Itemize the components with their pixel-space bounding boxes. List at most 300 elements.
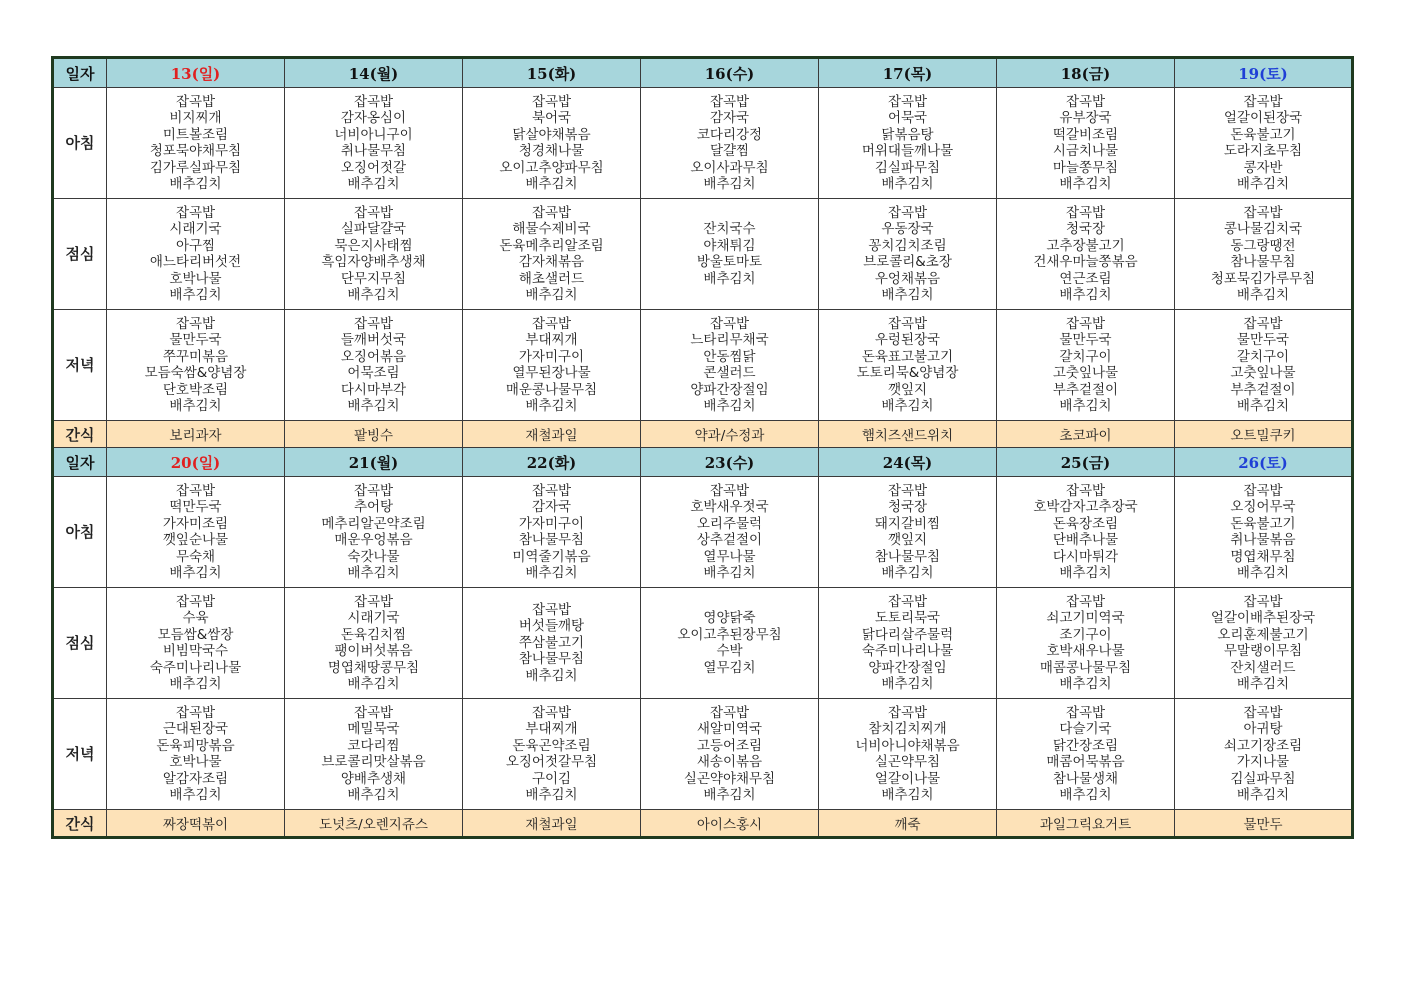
snack-cell: 약과/수정과 <box>641 421 819 448</box>
dish-item: 부추겉절이 <box>1052 381 1119 398</box>
dish-item: 배추김치 <box>703 565 756 581</box>
dish-item: 잡곡밥 <box>175 593 216 610</box>
dish-item: 단배추나물 <box>1052 532 1119 548</box>
dish-item: 우동장국 <box>881 221 934 237</box>
meal-table-body <box>53 58 1353 838</box>
date-label: 일자 <box>53 58 107 88</box>
dish-item: 배추김치 <box>1236 787 1290 803</box>
dish-item: 콘샐러드 <box>703 365 756 381</box>
snack-cell: 과일그릭요거트 <box>997 810 1175 838</box>
snack-cell: 재철과일 <box>463 421 641 448</box>
lunch-menu-cell <box>1175 199 1353 310</box>
lunch-menu-cell <box>285 199 463 310</box>
date-label: 일자 <box>53 448 107 477</box>
dinner-label: 저녁 <box>53 699 107 810</box>
dish-item: 잡곡밥 <box>709 93 750 110</box>
dish-item: 청포묵김가루무침 <box>1210 270 1316 287</box>
dish-item: 매운우엉볶음 <box>334 532 413 548</box>
dish-item: 배추김치 <box>1059 787 1112 803</box>
dish-item: 돈육김치찜 <box>340 626 407 643</box>
lunch-menu-cell <box>819 199 997 310</box>
dish-item: 잡곡밥 <box>887 315 928 332</box>
dish-item: 부추겉절이 <box>1230 381 1296 398</box>
dish-item: 수육 <box>182 610 209 626</box>
dish-item: 배추김치 <box>347 287 400 303</box>
dish-item: 연근조림 <box>1059 270 1112 287</box>
dish-item: 배추김치 <box>881 176 934 192</box>
dish-item: 느타리무채국 <box>690 332 769 348</box>
dish-item: 열무김치 <box>703 659 756 676</box>
breakfast-row <box>53 88 1353 199</box>
breakfast-menu-cell <box>819 88 997 199</box>
dish-item: 잡곡밥 <box>353 482 394 499</box>
dish-item: 닭간장조림 <box>1052 737 1119 754</box>
dish-item: 감자채볶음 <box>518 254 585 270</box>
date-header-row <box>53 58 1353 88</box>
dish-item: 구이김 <box>531 770 572 787</box>
breakfast-menu-cell <box>641 477 819 588</box>
dish-item: 꽁치김치조림 <box>868 237 947 254</box>
day-header: 26(토) <box>1175 448 1353 477</box>
snack-cell: 초코파이 <box>997 421 1175 448</box>
dish-item: 호박감자고추장국 <box>1033 499 1138 515</box>
day-header: 18(금) <box>997 58 1175 88</box>
dish-item: 잡곡밥 <box>175 93 216 110</box>
dish-item: 해물수제비국 <box>512 221 591 237</box>
dish-item: 우렁된장국 <box>874 332 941 348</box>
dish-item: 잡곡밥 <box>353 93 394 110</box>
dish-item: 부대찌개 <box>525 332 578 348</box>
dish-item: 모듬숙쌈&양념장 <box>144 365 247 381</box>
snack-row <box>53 421 1353 448</box>
dish-item: 호박나물 <box>169 754 222 770</box>
dish-item: 잡곡밥 <box>887 93 928 110</box>
dish-item: 열무된장나물 <box>512 365 591 381</box>
breakfast-menu-cell <box>819 477 997 588</box>
dish-item: 다슬기국 <box>1059 721 1112 737</box>
day-header: 21(월) <box>285 448 463 477</box>
snack-cell: 팥빙수 <box>285 421 463 448</box>
dish-item: 물만두국 <box>1059 332 1112 348</box>
dish-item: 떡만두국 <box>169 499 222 515</box>
dish-item: 잡곡밥 <box>1243 704 1283 721</box>
snack-cell: 아이스홍시 <box>641 810 819 838</box>
dish-item: 다시마튀각 <box>1052 548 1119 565</box>
day-header: 15(화) <box>463 58 641 88</box>
dish-item: 브로콜리맛살볶음 <box>321 754 426 770</box>
dish-item: 새송이볶음 <box>696 754 763 770</box>
dish-item: 돈육불고기 <box>1230 515 1296 532</box>
dinner-menu-cell <box>463 310 641 421</box>
lunch-menu-cell <box>997 588 1175 699</box>
dish-item: 숙갓나물 <box>347 548 400 565</box>
dish-item: 북어국 <box>531 110 572 126</box>
dish-item: 배추김치 <box>881 287 934 303</box>
lunch-label: 점심 <box>53 199 107 310</box>
dish-item: 가지나물 <box>1236 754 1290 770</box>
dish-item: 배추김치 <box>1236 287 1290 303</box>
dish-item: 고춧잎나물 <box>1052 365 1119 381</box>
dish-item: 부대찌개 <box>525 721 578 737</box>
dish-item: 청국장 <box>1065 221 1106 237</box>
dish-item: 배추김치 <box>881 787 934 803</box>
dish-item: 안동찜닭 <box>703 348 756 365</box>
dish-item: 잡곡밥 <box>1065 593 1106 610</box>
dish-item: 새알미역국 <box>696 721 763 737</box>
dish-item: 도라지초무침 <box>1223 143 1303 159</box>
dinner-menu-cell <box>1175 699 1353 810</box>
dish-item: 잔치국수 <box>703 221 756 237</box>
dish-item: 너비아니구이 <box>334 126 413 143</box>
dish-item: 돈육피망볶음 <box>156 737 235 754</box>
dish-item: 배추김치 <box>703 787 756 803</box>
date-header-row <box>53 448 1353 477</box>
dish-item: 배추김치 <box>169 287 222 303</box>
lunch-row <box>53 199 1353 310</box>
dish-item: 돈육표고불고기 <box>861 348 954 365</box>
dish-item: 단무지무침 <box>340 270 407 287</box>
breakfast-menu-cell <box>107 477 285 588</box>
dish-item: 배추김치 <box>1059 176 1112 192</box>
breakfast-row <box>53 477 1353 588</box>
dish-item: 콩자반 <box>1243 159 1283 176</box>
dish-item: 배추김치 <box>169 565 222 581</box>
lunch-menu-cell <box>463 588 641 699</box>
dish-item: 모듬쌈&쌈장 <box>157 626 234 643</box>
dish-item: 알감자조림 <box>162 770 229 787</box>
day-header: 22(화) <box>463 448 641 477</box>
dish-item: 메밀묵국 <box>347 721 400 737</box>
dish-item: 얼갈이나물 <box>874 770 941 787</box>
dish-item: 깻잎지 <box>887 381 928 398</box>
dish-item: 가자미구이 <box>518 348 585 365</box>
breakfast-menu-cell <box>107 88 285 199</box>
dinner-menu-cell <box>819 699 997 810</box>
dinner-menu-cell <box>997 310 1175 421</box>
snack-cell: 물만두 <box>1175 810 1353 838</box>
dish-item: 숙주미나리나물 <box>149 659 242 676</box>
dish-item: 상추겉절이 <box>696 532 763 548</box>
dish-item: 명엽채무침 <box>1230 548 1296 565</box>
dish-item: 호박나물 <box>169 270 222 287</box>
dish-item: 배추김치 <box>1236 676 1290 692</box>
snack-label: 간식 <box>53 810 107 838</box>
dish-item: 배추김치 <box>1236 565 1290 581</box>
dish-item: 배추김치 <box>1236 176 1290 192</box>
dish-item: 잡곡밥 <box>1065 93 1106 110</box>
snack-label: 간식 <box>53 421 107 448</box>
dish-item: 얼갈이배추된장국 <box>1210 610 1316 626</box>
dish-item: 김가루실파무침 <box>149 159 242 176</box>
dish-item: 머위대들깨나물 <box>861 143 954 159</box>
dish-item: 배추김치 <box>881 565 934 581</box>
dish-item: 배추김치 <box>347 787 400 803</box>
day-header: 17(목) <box>819 58 997 88</box>
dish-item: 배추김치 <box>347 676 400 692</box>
dish-item: 어묵국 <box>887 110 928 126</box>
dish-item: 잡곡밥 <box>1243 593 1283 610</box>
dish-item: 다시마부각 <box>340 381 407 398</box>
dish-item: 우엉채볶음 <box>874 270 941 287</box>
lunch-menu-cell <box>107 199 285 310</box>
dish-item: 청포묵야채무침 <box>149 143 242 159</box>
dish-item: 추어탕 <box>353 499 394 515</box>
dish-item: 아구찜 <box>175 237 216 254</box>
dish-item: 김실파무침 <box>874 159 941 176</box>
dish-item: 오징어무국 <box>1230 499 1296 515</box>
dish-item: 잡곡밥 <box>1065 204 1106 221</box>
day-header: 25(금) <box>997 448 1175 477</box>
breakfast-menu-cell <box>1175 477 1353 588</box>
breakfast-menu-cell <box>285 88 463 199</box>
dish-item: 잡곡밥 <box>175 204 216 221</box>
dish-item: 가자미구이 <box>518 515 585 532</box>
dish-item: 오이고추된장무침 <box>677 626 782 643</box>
dish-item: 청국장 <box>887 499 928 515</box>
dish-item: 쭈삼불고기 <box>518 634 585 651</box>
dish-item: 잡곡밥 <box>1065 482 1106 499</box>
dish-item: 메추리알곤약조림 <box>321 515 426 532</box>
dish-item: 아귀탕 <box>1243 721 1283 737</box>
dish-item: 배추김치 <box>169 176 222 192</box>
dish-item: 배추김치 <box>347 398 400 414</box>
dish-item: 잡곡밥 <box>1243 93 1283 110</box>
dish-item: 배추김치 <box>169 676 222 692</box>
dish-item: 근대된장국 <box>162 721 229 737</box>
dish-item: 묵은지사태찜 <box>334 237 413 254</box>
dish-item: 콩나물김치국 <box>1223 221 1303 237</box>
dish-item: 오징어젓갈 <box>340 159 407 176</box>
dish-item: 돼지갈비찜 <box>874 515 941 532</box>
dish-item: 무숙채 <box>175 548 216 565</box>
dinner-menu-cell <box>107 310 285 421</box>
lunch-menu-cell <box>641 199 819 310</box>
dish-item: 달걀찜 <box>709 143 750 159</box>
dish-item: 배추김치 <box>525 787 578 803</box>
lunch-menu-cell <box>997 199 1175 310</box>
dish-item: 방울토마토 <box>696 254 763 270</box>
dish-item: 잡곡밥 <box>531 482 572 499</box>
dish-item: 잡곡밥 <box>709 315 750 332</box>
dish-item: 브로콜리&초장 <box>863 254 952 270</box>
day-header: 23(수) <box>641 448 819 477</box>
dish-item: 김실파무침 <box>1230 770 1296 787</box>
snack-cell: 도넛츠/오렌지쥬스 <box>285 810 463 838</box>
dish-item: 호박새우나물 <box>1046 643 1125 659</box>
dish-item: 잡곡밥 <box>175 315 216 332</box>
dinner-row <box>53 310 1353 421</box>
dish-item: 유부장국 <box>1059 110 1112 126</box>
weekly-meal-table <box>51 56 1354 839</box>
dish-item: 고등어조림 <box>696 737 763 754</box>
dish-item: 동그랑땡전 <box>1230 237 1296 254</box>
dish-item: 야채튀김 <box>703 237 756 254</box>
dish-item: 호박새우젓국 <box>690 499 769 515</box>
dish-item: 잡곡밥 <box>1065 315 1106 332</box>
snack-cell: 보리과자 <box>107 421 285 448</box>
breakfast-label: 아침 <box>53 477 107 588</box>
dish-item: 잡곡밥 <box>887 593 928 610</box>
lunch-menu-cell <box>463 199 641 310</box>
dish-item: 실파달걀국 <box>340 221 407 237</box>
dish-item: 잡곡밥 <box>1065 704 1106 721</box>
dinner-menu-cell <box>1175 310 1353 421</box>
dish-item: 가자미조림 <box>162 515 229 532</box>
dinner-row <box>53 699 1353 810</box>
dish-item: 매운콩나물무침 <box>505 381 598 398</box>
dinner-menu-cell <box>285 699 463 810</box>
dish-item: 배추김치 <box>881 398 934 414</box>
breakfast-label: 아침 <box>53 88 107 199</box>
dish-item: 배추김치 <box>1059 565 1112 581</box>
dish-item: 쇠고기미역국 <box>1046 610 1125 626</box>
dinner-label: 저녁 <box>53 310 107 421</box>
dish-item: 비지찌개 <box>169 110 222 126</box>
dish-item: 배추김치 <box>1059 287 1112 303</box>
dish-item: 명엽채땅콩무침 <box>327 659 420 676</box>
dish-item: 실곤약무침 <box>874 754 941 770</box>
breakfast-menu-cell <box>641 88 819 199</box>
dish-item: 쇠고기장조림 <box>1223 737 1303 754</box>
dish-item: 비빔막국수 <box>162 643 229 659</box>
dish-item: 버섯들깨탕 <box>518 618 585 635</box>
breakfast-menu-cell <box>285 477 463 588</box>
dish-item: 배추김치 <box>1059 676 1112 692</box>
breakfast-menu-cell <box>997 477 1175 588</box>
dish-item: 매콤콩나물무침 <box>1039 659 1132 676</box>
dish-item: 어묵조림 <box>347 365 400 381</box>
dish-item: 팽이버섯볶음 <box>334 643 413 659</box>
dish-item: 청경채나물 <box>518 143 585 159</box>
dish-item: 참나물무침 <box>518 651 585 668</box>
dish-item: 배추김치 <box>347 176 400 192</box>
dish-item: 고춧잎나물 <box>1230 365 1296 381</box>
dish-item: 코다리강정 <box>696 126 763 143</box>
dish-item: 배추김치 <box>169 787 222 803</box>
dish-item: 고추장불고기 <box>1046 237 1125 254</box>
dish-item: 배추김치 <box>525 287 578 303</box>
dish-item: 시래기국 <box>347 610 400 626</box>
dinner-menu-cell <box>641 699 819 810</box>
dish-item: 닭다리살주물럭 <box>861 626 954 643</box>
snack-cell: 햄치즈샌드위치 <box>819 421 997 448</box>
dish-item: 시금치나물 <box>1052 143 1119 159</box>
dish-item: 양파간장절임 <box>690 381 769 398</box>
dish-item: 오리훈제불고기 <box>1217 626 1309 643</box>
dish-item: 열무나물 <box>703 548 756 565</box>
day-header: 20(일) <box>107 448 285 477</box>
dish-item: 배추김치 <box>1236 398 1290 414</box>
dish-item: 배추김치 <box>703 176 756 192</box>
dish-item: 잡곡밥 <box>1243 204 1283 221</box>
breakfast-menu-cell <box>463 477 641 588</box>
dish-item: 들깨버섯국 <box>340 332 407 348</box>
dinner-menu-cell <box>285 310 463 421</box>
dinner-menu-cell <box>463 699 641 810</box>
dish-item: 실곤약야채무침 <box>683 770 776 787</box>
lunch-label: 점심 <box>53 588 107 699</box>
snack-cell: 재철과일 <box>463 810 641 838</box>
lunch-menu-cell <box>285 588 463 699</box>
dish-item: 쭈꾸미볶음 <box>162 348 229 365</box>
dish-item: 시래기국 <box>169 221 222 237</box>
dish-item: 건새우마늘쫑볶음 <box>1033 254 1138 270</box>
dish-item: 잡곡밥 <box>531 601 572 618</box>
dish-item: 깻잎순나물 <box>162 532 229 548</box>
dish-item: 양배추생채 <box>340 770 407 787</box>
dish-item: 잡곡밥 <box>1243 482 1283 499</box>
dish-item: 잡곡밥 <box>887 704 928 721</box>
dish-item: 돈육메추리알조림 <box>499 237 604 254</box>
dish-item: 미트볼조림 <box>162 126 229 143</box>
dish-item: 잡곡밥 <box>1243 315 1283 332</box>
dish-item: 참나물생채 <box>1052 770 1119 787</box>
dish-item: 돈육불고기 <box>1230 126 1296 143</box>
dish-item: 돈육장조림 <box>1052 515 1119 532</box>
dish-item: 돈육곤약조림 <box>512 737 591 754</box>
dish-item: 잡곡밥 <box>353 704 394 721</box>
dish-item: 숙주미나리나물 <box>861 643 954 659</box>
snack-cell: 오트밀쿠키 <box>1175 421 1353 448</box>
dish-item: 갈치구이 <box>1236 348 1290 365</box>
dish-item: 배추김치 <box>169 398 222 414</box>
dish-item: 영양닭죽 <box>703 610 756 626</box>
day-header: 14(월) <box>285 58 463 88</box>
snack-row <box>53 810 1353 838</box>
dish-item: 해초샐러드 <box>518 270 585 287</box>
dish-item: 취나물무침 <box>340 143 407 159</box>
dish-item: 단호박조림 <box>162 381 229 398</box>
breakfast-menu-cell <box>463 88 641 199</box>
dish-item: 참치김치찌개 <box>868 721 947 737</box>
dish-item: 수박 <box>716 643 743 659</box>
dish-item: 잡곡밥 <box>709 704 750 721</box>
dish-item: 양파간장절임 <box>868 659 947 676</box>
dish-item: 감자옹심이 <box>340 110 407 126</box>
dish-item: 코다리찜 <box>347 737 400 754</box>
dish-item: 잡곡밥 <box>887 204 928 221</box>
dish-item: 오징어볶음 <box>340 348 407 365</box>
dish-item: 닭볶음탕 <box>881 126 934 143</box>
dish-item: 물만두국 <box>169 332 222 348</box>
dish-item: 잡곡밥 <box>709 482 750 499</box>
dish-item: 배추김치 <box>1059 398 1112 414</box>
dish-item: 배추김치 <box>703 270 756 287</box>
dish-item: 잡곡밥 <box>175 482 216 499</box>
dish-item: 배추김치 <box>525 565 578 581</box>
dish-item: 도토리묵&양념장 <box>856 365 959 381</box>
dinner-menu-cell <box>819 310 997 421</box>
dish-item: 배추김치 <box>703 398 756 414</box>
dish-item: 잡곡밥 <box>353 204 394 221</box>
dish-item: 잡곡밥 <box>887 482 928 499</box>
dish-item: 참나물무침 <box>518 532 585 548</box>
dish-item: 마늘쫑무침 <box>1052 159 1119 176</box>
dish-item: 오리주물럭 <box>696 515 763 532</box>
dish-item: 흑임자양배추생채 <box>321 254 426 270</box>
dish-item: 물만두국 <box>1236 332 1290 348</box>
lunch-menu-cell <box>1175 588 1353 699</box>
dish-item: 잡곡밥 <box>353 593 394 610</box>
dish-item: 배추김치 <box>881 676 934 692</box>
dish-item: 조기구이 <box>1059 626 1112 643</box>
dish-item: 잡곡밥 <box>531 93 572 110</box>
lunch-row <box>53 588 1353 699</box>
day-header: 13(일) <box>107 58 285 88</box>
dish-item: 오이고추양파무침 <box>499 159 604 176</box>
dish-item: 오징어젓갈무침 <box>505 754 598 770</box>
breakfast-menu-cell <box>1175 88 1353 199</box>
